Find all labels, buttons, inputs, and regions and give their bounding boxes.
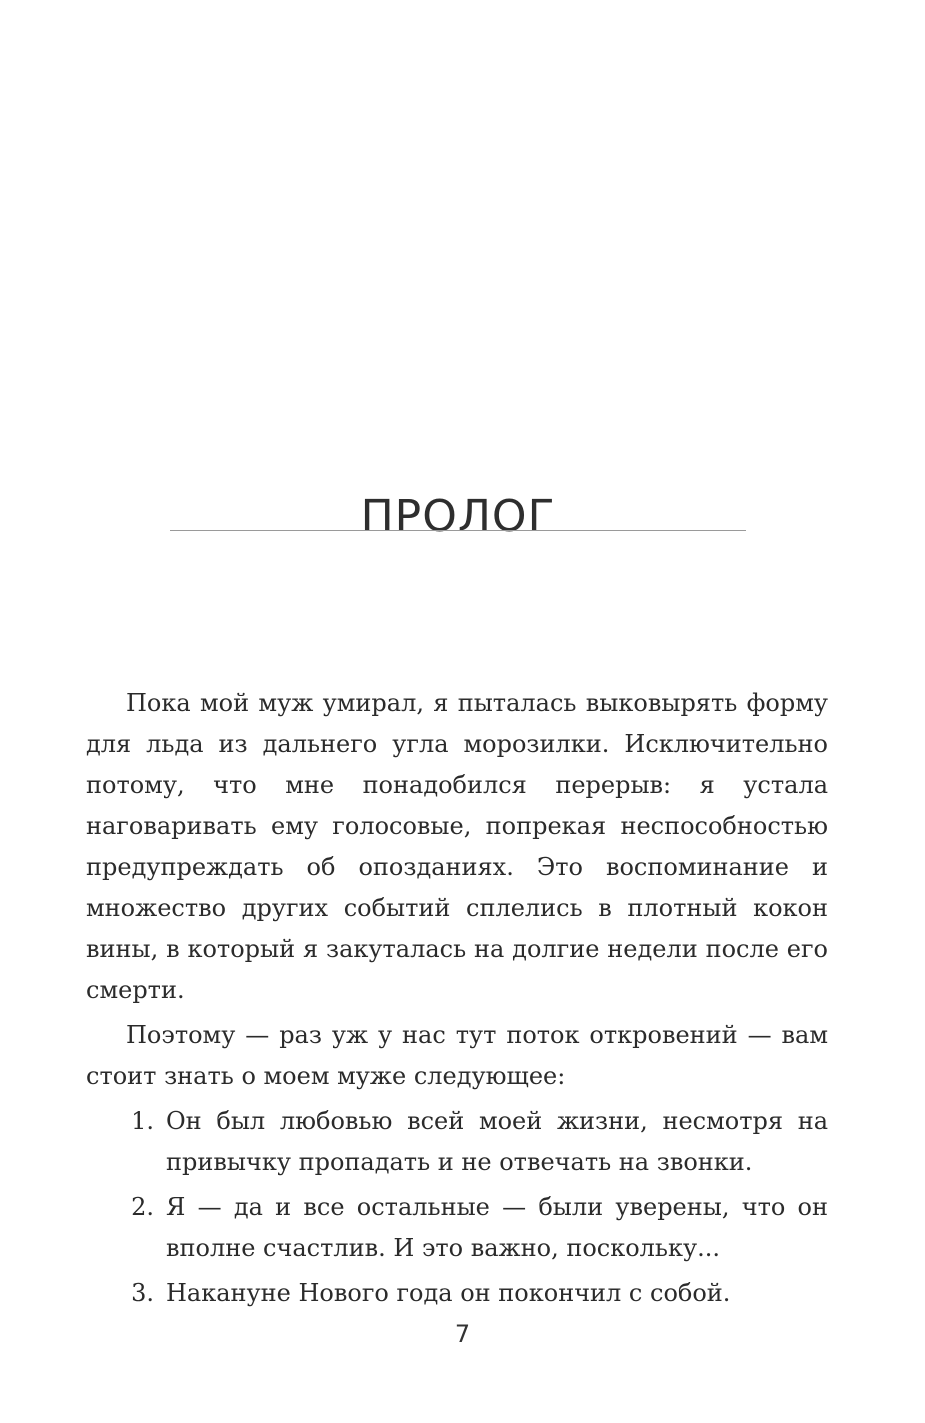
title-divider — [170, 530, 746, 531]
list-item-number: 1. — [131, 1107, 154, 1135]
paragraph: Поэтому — раз уж у нас тут поток откровений — вам стоит знать о моем муже следующее: — [86, 1021, 828, 1090]
paragraph: Пока мой муж умирал, я пыталась выковырять форму для льда из дальнего угла морозилки. Исключительно потому, что мне понадобился перерыв: я устала наговаривать ему голосовые, попрекая неспособностью предупреждать об опозданиях. Это воспоминание и множество других событий сплелись в плотный кокон вины, в который я закуталась на долгие недели после его смерти. — [86, 689, 828, 1004]
page-body — [86, 683, 828, 1318]
chapter-title: ПРОЛОГ — [360, 491, 556, 543]
list-item — [86, 1187, 828, 1269]
page-number: 7 — [454, 1320, 471, 1348]
list-item — [86, 1273, 828, 1314]
numbered-list — [86, 1101, 828, 1314]
list-item-number: 2. — [131, 1193, 154, 1221]
list-item-text: Я — да и все остальные — были уверены, что он вполне счастлив. И это важно, поскольку... — [166, 1193, 828, 1262]
list-item-number: 3. — [131, 1279, 154, 1307]
list-item — [86, 1101, 828, 1183]
list-item-text: Накануне Нового года он покончил с собой. — [166, 1279, 731, 1307]
list-item-text: Он был любовью всей моей жизни, несмотря на привычку пропадать и не отвечать на звонки. — [166, 1107, 828, 1176]
